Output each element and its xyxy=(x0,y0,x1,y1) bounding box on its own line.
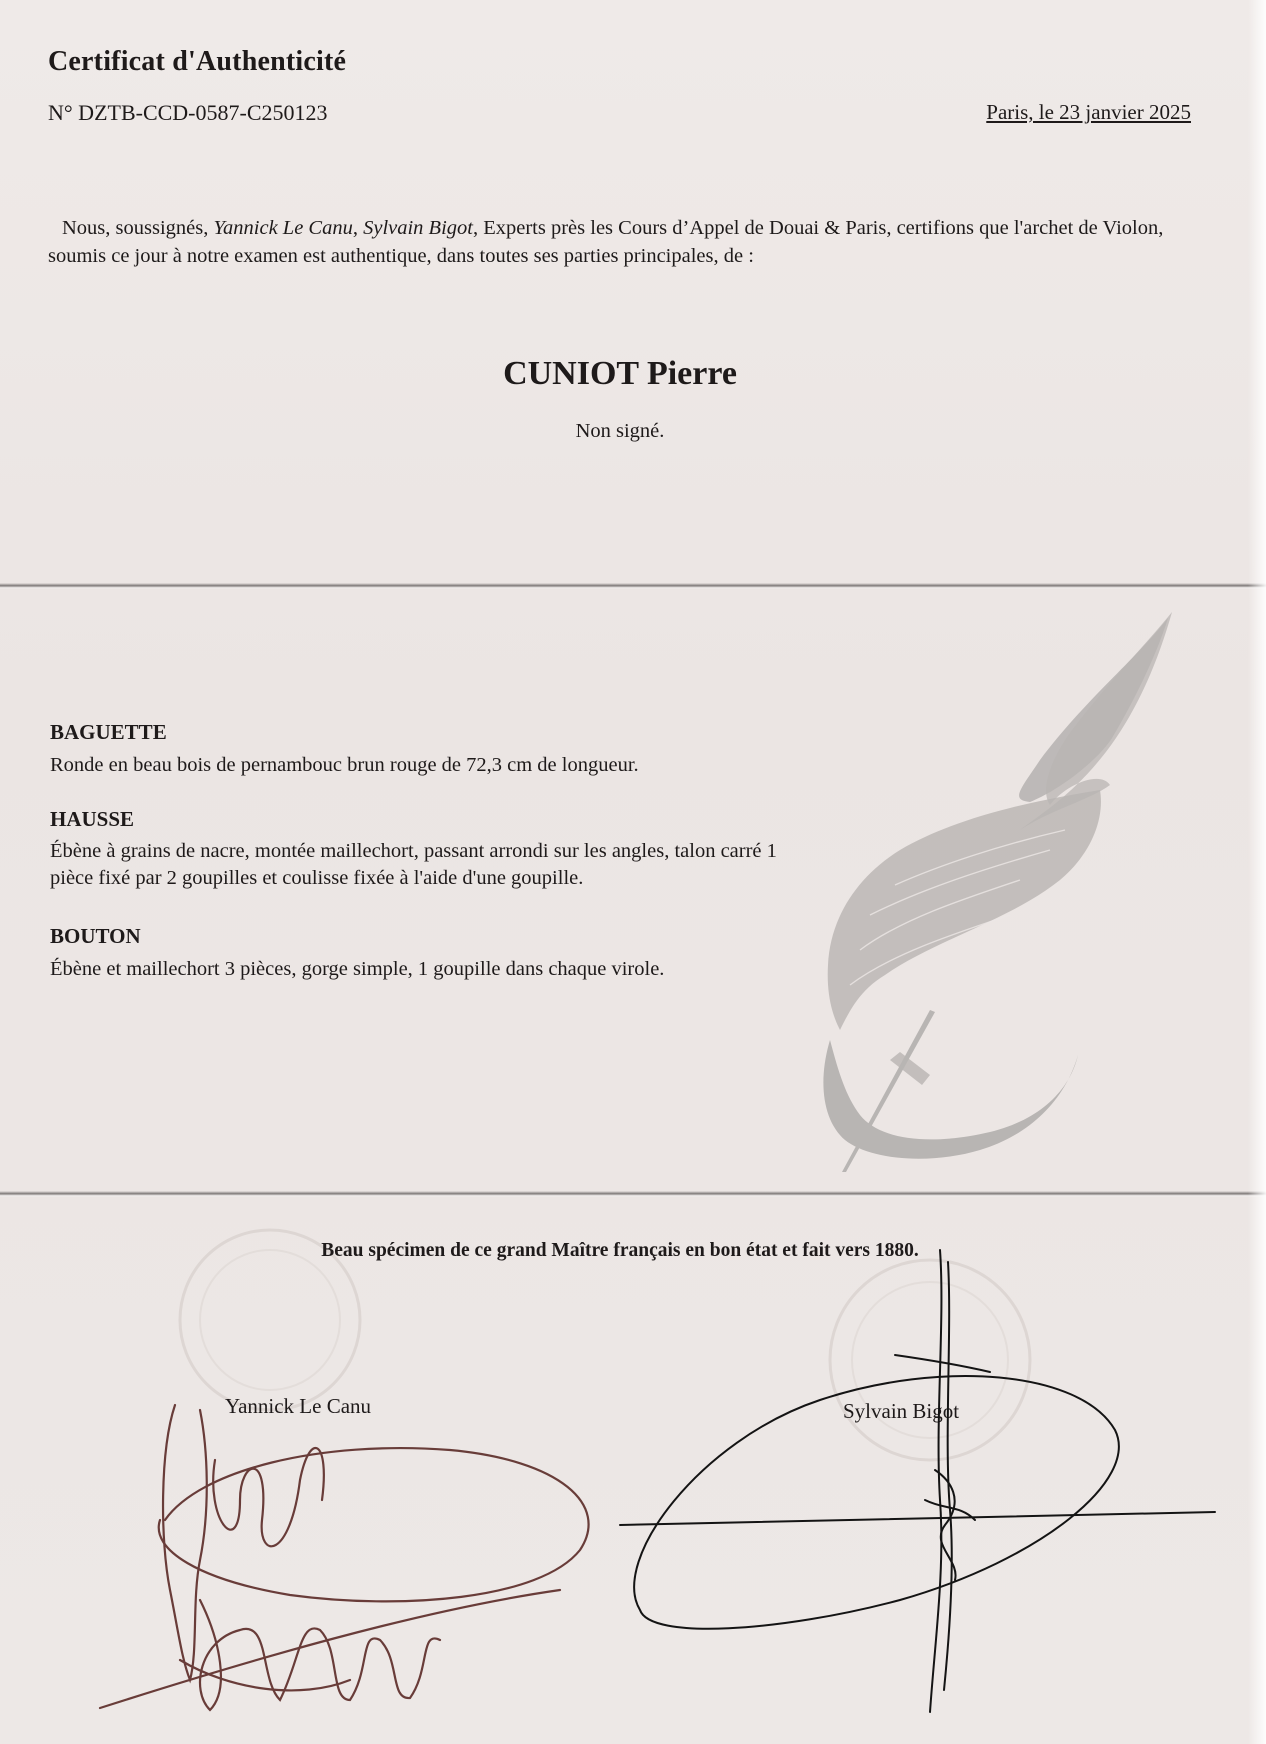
section-heading-hausse: HAUSSE xyxy=(50,807,135,831)
expert-name-1: Yannick Le Canu xyxy=(213,217,353,239)
certificate-number: N° DZTB-CCD-0587-C250123 xyxy=(48,100,328,125)
section-text-baguette: Ronde en beau bois de pernambouc brun rouge de 72,3 cm de longueur. xyxy=(50,754,639,776)
section-heading-baguette: BAGUETTE xyxy=(50,720,167,744)
section-heading-bouton: BOUTON xyxy=(50,924,141,948)
conclusion-text: Beau spécimen de ce grand Maître français en bon état et fait vers 1880. xyxy=(321,1240,919,1261)
section-text-hausse: Ébène à grains de nacre, montée maillechort, passant arrondi sur les angles, talon carré 1 pièce fixé par 2 goupilles et coulisse fixée à l'aide d'une goupille. xyxy=(50,840,777,889)
certificate-date: Paris, le 23 janvier 2025 xyxy=(986,100,1191,124)
certificate-title: Certificat d'Authenticité xyxy=(48,46,347,77)
signed-status: Non signé. xyxy=(575,420,665,442)
maker-name: CUNIOT Pierre xyxy=(503,355,737,392)
intro-lead: Nous, soussignés, xyxy=(62,217,209,239)
expert-name-2: Sylvain Bigot xyxy=(363,217,473,239)
section-text-bouton: Ébène et maillechort 3 pièces, gorge simple, 1 goupille dans chaque virole. xyxy=(50,958,665,980)
signature-name-left: Yannick Le Canu xyxy=(225,1394,372,1418)
intro-separator: , xyxy=(352,217,358,239)
signature-name-right: Sylvain Bigot xyxy=(843,1399,960,1423)
intro-body: , Experts près les Cours d’Appel de Douai & Paris, certifions que l'archet de Violon, soumis ce jour à notre examen est authentique, dans toutes ses parties principales, de : xyxy=(48,217,1164,267)
